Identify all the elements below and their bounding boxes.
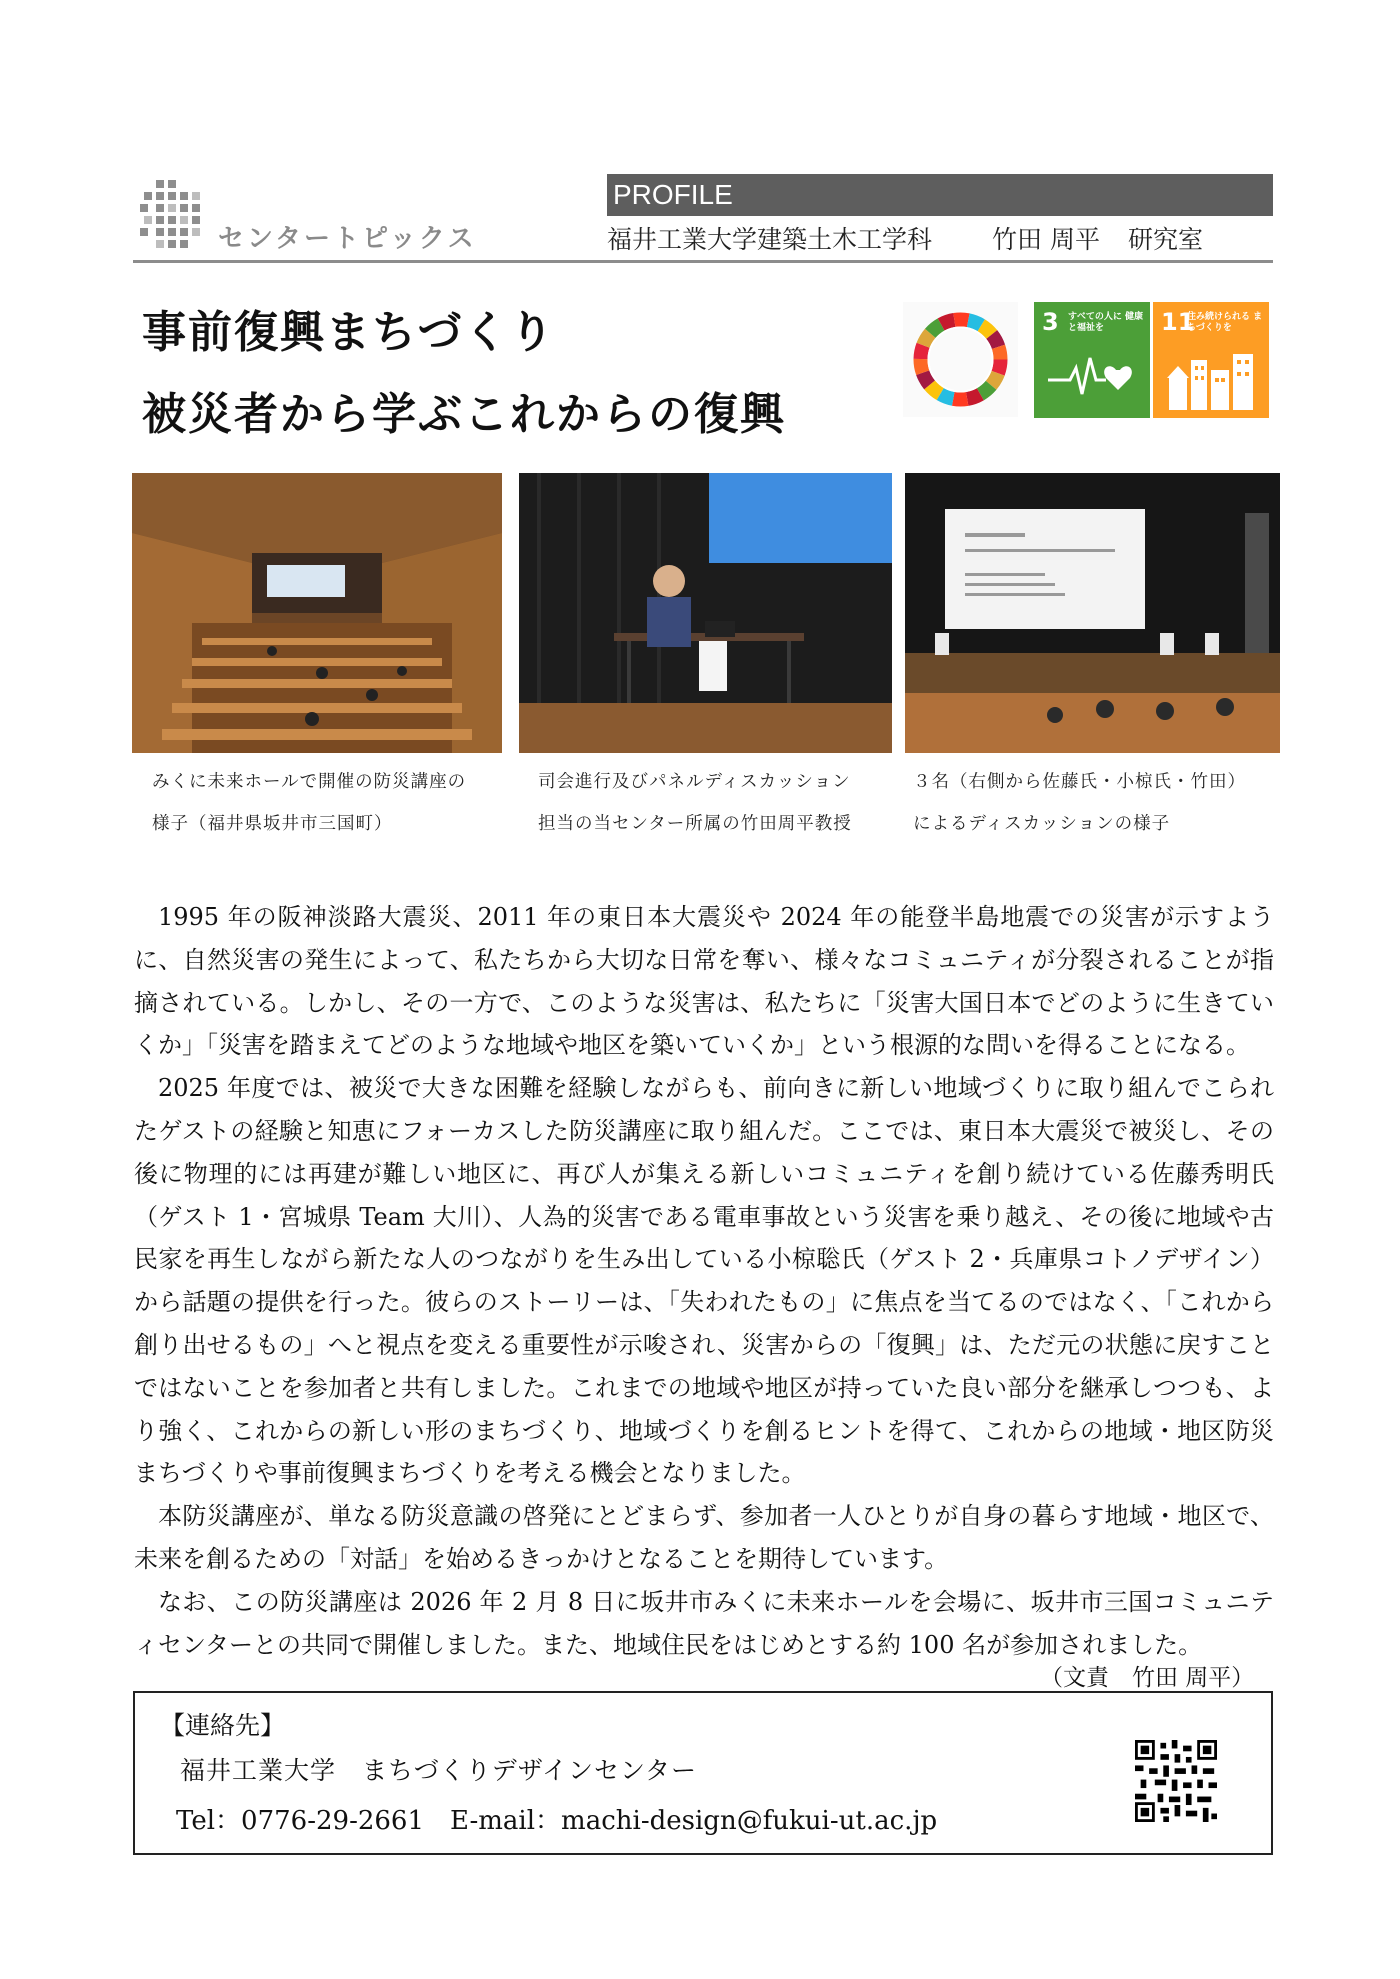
professor-name: 竹田 周平 xyxy=(992,225,1100,254)
sdg-goal-11-icon xyxy=(1153,302,1269,418)
body-paragraph-1: 1995 年の阪神淡路大震災、2011 年の東日本大震災や 2024 年の能登半島地震での災害が示すように、自然災害の発生によって、私たちから大切な日常を奪い、様々なコミュニティが分裂されることが指摘されている。しかし、その一方で、このような災害は、私たちに「災害大国日本でどのように生きていくか」「災害を踏まえてどのような地域や地区を築いていくか」という根源的な問いを得ることになる。 xyxy=(134,903,1274,1060)
photo3-caption-line1: ３名（右側から佐藤氏・小椋氏・竹田） xyxy=(913,772,1246,792)
photo-moderator xyxy=(519,473,892,753)
profile-label: PROFILE xyxy=(607,174,1273,216)
sdg3-caption: すべての人に 健康と福祉を xyxy=(1068,312,1143,333)
sdg-goal-3-icon xyxy=(1034,302,1150,418)
lab-suffix: 研究室 xyxy=(1127,225,1203,254)
contact-organization: 福井工業大学 まちづくりデザインセンター xyxy=(180,1756,698,1785)
contact-heading: 【連絡先】 xyxy=(160,1711,286,1740)
photo3-caption-line2: によるディスカッションの様子 xyxy=(913,814,1171,834)
center-logo-icon xyxy=(140,180,212,252)
photo2-caption-line2: 担当の当センター所属の竹田周平教授 xyxy=(538,814,852,834)
photo2-caption xyxy=(538,761,852,845)
author-credit: （文責 竹田 周平） xyxy=(1040,1665,1255,1691)
photo1-caption-line1: みくに未来ホールで開催の防災講座の xyxy=(152,772,467,792)
page-title-line1: 事前復興まちづくり xyxy=(142,307,556,358)
photo3-caption xyxy=(913,761,1246,845)
sdg3-number: 3 xyxy=(1042,308,1059,336)
sdg11-number: 11 xyxy=(1161,308,1195,336)
photo-panel-discussion xyxy=(905,473,1280,753)
heartbeat-icon xyxy=(1048,348,1138,404)
photo-lecture-hall xyxy=(132,473,502,753)
sdg11-caption: 住み続けられる まちづくりを xyxy=(1187,312,1263,333)
buildings-icon xyxy=(1165,346,1257,410)
header-divider xyxy=(133,260,1273,263)
body-paragraph-3: 本防災講座が、単なる防災意識の啓発にとどまらず、参加者一人ひとりが自身の暮らす地域・地区で、未来を創るための「対話」を始めるきっかけとなることを期待しています。 xyxy=(134,1502,1274,1573)
body-paragraph-2: 2025 年度では、被災で大きな困難を経験しながらも、前向きに新しい地域づくりに取り組んでこられたゲストの経験と知恵にフォーカスした防災講座に取り組んだ。ここでは、東日本大震災で被災し、その後に物理的には再建が難しい地区に、再び人が集える新しいコミュニティを創り続けている佐藤秀明氏（ゲスト 1・宮城県 Team 大川）、人為的災害である電車事故という災害を乗り越え、その後に地域や古民家を再生しながら新たな人のつながりを生み出している小椋聡氏（ゲスト 2・兵庫県コトノデザイン）から話題の提供を行った。彼らのストーリーは、「失われたもの」に焦点を当てるのではなく、「これから創り出せるもの」へと視点を変える重要性が示唆され、災害からの「復興」は、ただ元の状態に戻すことではないことを参加者と共有しました。これまでの地域や地区が持っていた良い部分を継承しつつも、より強く、これからの新しい形のまちづくり、地域づくりを創るヒントを得て、これからの地域・地区防災まちづくりや事前復興まちづくりを考える機会となりました。 xyxy=(134,1074,1274,1488)
photo1-caption xyxy=(152,761,466,845)
contact-tel-email[interactable]: Tel：0776-29-2661 E-mail：machi-design@fukui-ut.ac.jp xyxy=(176,1806,938,1836)
body-paragraph-4: なお、この防災講座は 2026 年 2 月 8 日に坂井市みくに未来ホールを会場に、坂井市三国コミュニティセンターとの共同で開催しました。また、地域住民をはじめとする約 100 名が参加されました。 xyxy=(134,1587,1274,1659)
sdg-wheel-icon xyxy=(903,302,1018,417)
photo2-caption-line1: 司会進行及びパネルディスカッション xyxy=(538,772,851,792)
article-body xyxy=(134,896,1274,1666)
profile-line xyxy=(607,220,1273,256)
qr-code-icon[interactable] xyxy=(1135,1740,1217,1822)
photo1-caption-line2: 様子（福井県坂井市三国町） xyxy=(152,814,393,834)
center-topics-label: センタートピックス xyxy=(218,224,477,254)
page-title-line2: 被災者から学ぶこれからの復興 xyxy=(142,389,786,440)
lab-department: 福井工業大学建築土木工学科 xyxy=(607,225,933,254)
